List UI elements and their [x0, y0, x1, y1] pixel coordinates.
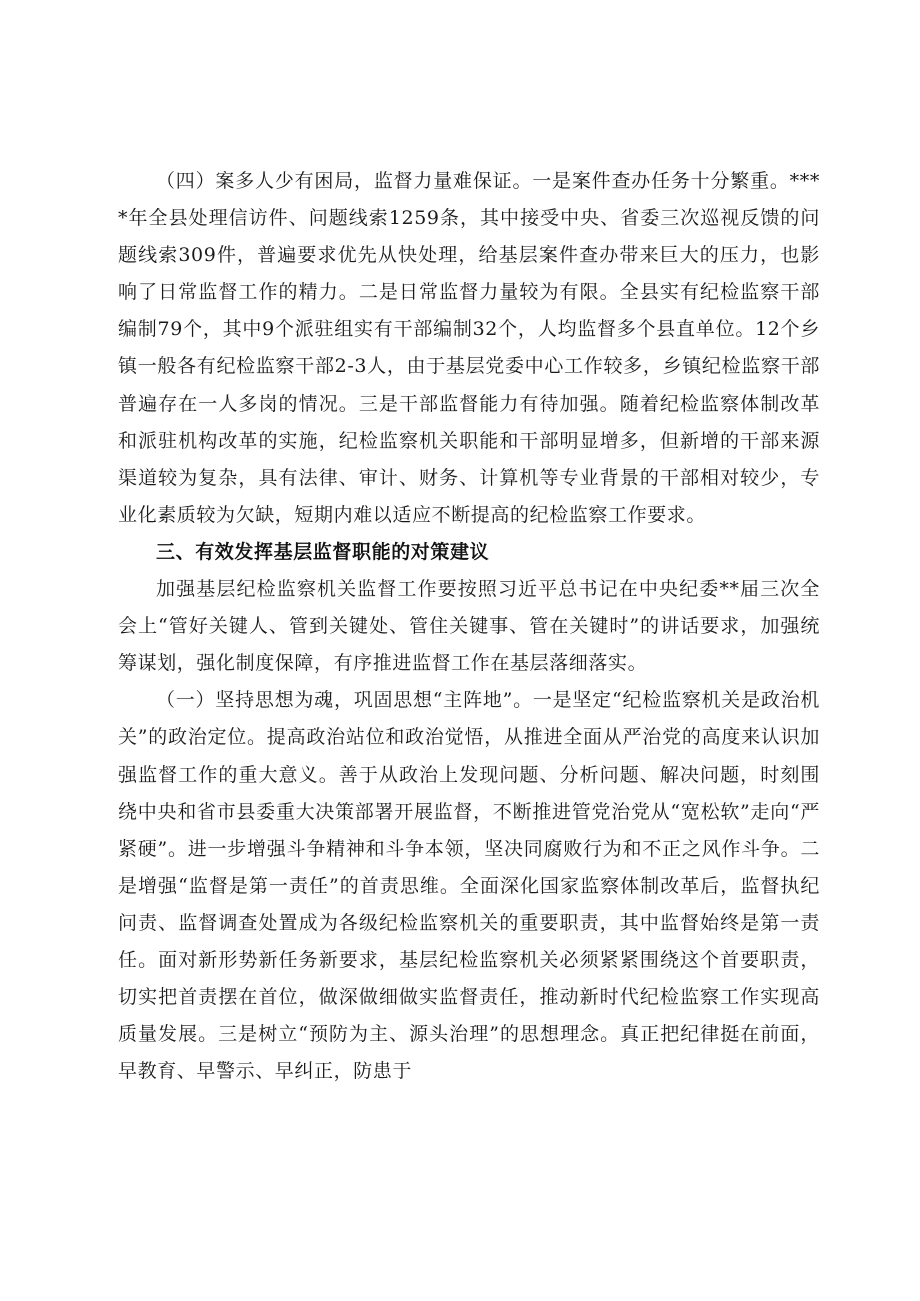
document-body	[118, 163, 820, 1090]
section-heading-countermeasures: 三、有效发挥基层监督职能的对策建议	[156, 540, 490, 563]
paragraph-intro: 加强基层纪检监察机关监督工作要按照习近平总书记在中央纪委**届三次全会上“管好关键人、管到关键处、管住关键事、管在关键时”的讲话要求，加强统筹谋划，强化制度保障，有序推进监督工作在基层落细落实。	[118, 578, 820, 675]
paragraph-ideology: （一）坚持思想为魂，巩固思想“主阵地”。一是坚定“纪检监察机关是政治机关”的政治定位。提高政治站位和政治觉悟，从推进全面从严治党的高度来认识加强监督工作的重大意义。善于从政治上发现问题、分析问题、解决问题，时刻围绕中央和省市县委重大决策部署开展监督，不断推进管党治党从“宽松软”走向“严紧硬”。进一步增强斗争精神和斗争本领，坚决同腐败行为和不正之风作斗争。二是增强“监督是第一责任”的首责思维。全面深化国家监察体制改革后，监督执纪问责、监督调查处置成为各级纪检监察机关的重要职责，其中监督始终是第一责任。面对新形势新任务新要求，基层纪检监察机关必须紧紧围绕这个首要职责，切实把首责摆在首位，做深做细做实监督责任，推动新时代纪检监察工作实现高质量发展。三是树立“预防为主、源头治理”的思想理念。真正把纪律挺在前面，早教育、早警示、早纠正，防患于	[118, 689, 820, 1083]
paragraph-case-pressure: （四）案多人少有困局，监督力量难保证。一是案件查办任务十分繁重。****年全县处理信访件、问题线索1259条，其中接受中央、省委三次巡视反馈的问题线索309件，普遍要求优先从快处理，给基层案件查办带来巨大的压力，也影响了日常监督工作的精力。二是日常监督力量较为有限。全县实有纪检监察干部编制79个，其中9个派驻组实有干部编制32个，人均监督多个县直单位。12个乡镇一般各有纪检监察干部2-3人，由于基层党委中心工作较多，乡镇纪检监察干部普遍存在一人多岗的情况。三是干部监督能力有待加强。随着纪检监察体制改革和派驻机构改革的实施，纪检监察机关职能和干部明显增多，但新增的干部来源渠道较为复杂，具有法律、审计、财务、计算机等专业背景的干部相对较少，专业化素质较为欠缺，短期内难以适应不断提高的纪检监察工作要求。	[118, 170, 820, 526]
